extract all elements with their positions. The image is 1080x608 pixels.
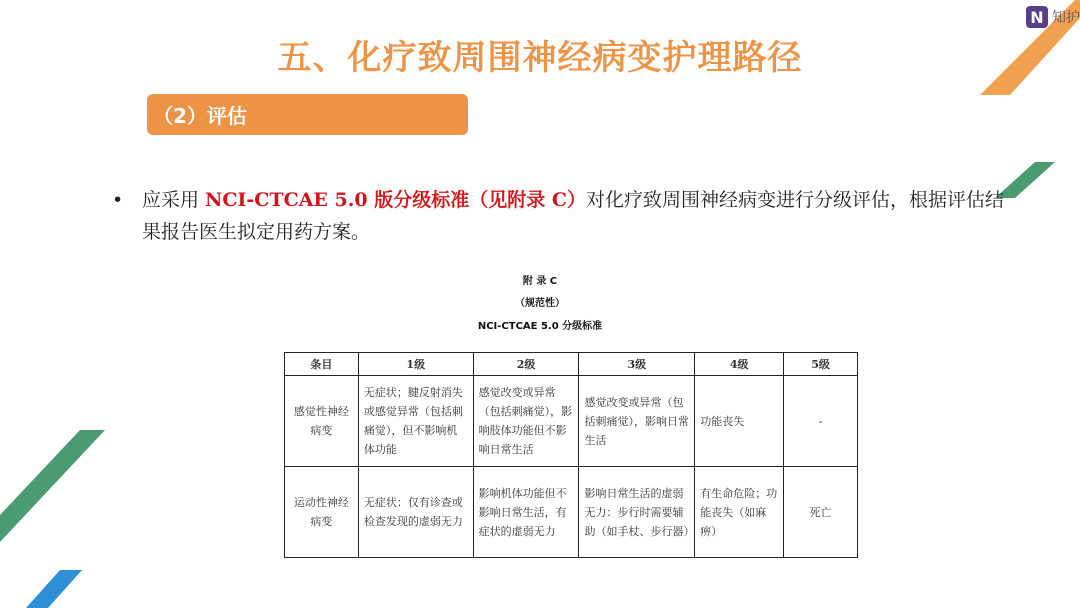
decor-stripe-bottom-blue	[0, 570, 90, 608]
table-cell: 运动性神经病变	[285, 467, 359, 558]
table-cell: 感觉性神经病变	[285, 376, 359, 467]
table-cell: 无症状：仅有诊查或检查发现的虚弱无力	[358, 467, 473, 558]
table-header-row	[285, 353, 858, 376]
paragraph-highlight: NCI-CTCAE 5.0 版分级标准（见附录 C）	[205, 189, 586, 211]
table-header-cell: 3级	[579, 353, 695, 376]
table-cell: 感觉改变或异常（包括刺痛觉），影响肢体功能但不影响日常生活	[473, 376, 579, 467]
table-cell: 感觉改变或异常（包括刺痛觉），影响日常生活	[579, 376, 695, 467]
table-cell: -	[784, 376, 858, 467]
bullet-paragraph	[112, 184, 1012, 248]
table-header-cell: 2级	[473, 353, 579, 376]
table-header-cell: 5级	[784, 353, 858, 376]
table-header-cell: 1级	[358, 353, 473, 376]
table-row	[285, 376, 858, 467]
decor-stripe-left-green	[0, 430, 110, 550]
table-cell: 功能丧失	[695, 376, 784, 467]
page-title: 五、化疗致周围神经病变护理路径	[277, 38, 803, 78]
appendix-type: （规范性）	[515, 298, 565, 309]
grading-table	[284, 352, 858, 558]
paragraph-before: 应采用	[142, 189, 206, 211]
bullet-icon: •	[112, 189, 124, 211]
table-header-cell: 条目	[285, 353, 359, 376]
paragraph-text	[142, 184, 1012, 248]
table-cell: 无症状；腱反射消失或感觉异常（包括刺痛觉），但不影响机体功能	[358, 376, 473, 467]
table-cell: 有生命危险；功能丧失（如麻痹）	[695, 467, 784, 558]
brand-logo-text: 知护	[1052, 10, 1080, 26]
brand-logo	[1026, 6, 1080, 28]
table-cell: 死亡	[784, 467, 858, 558]
table-cell: 影响机体功能但不影响日常生活，有症状的虚弱无力	[473, 467, 579, 558]
table-header-cell: 4级	[695, 353, 784, 376]
table-row	[285, 467, 858, 558]
appendix-title: NCI-CTCAE 5.0 分级标准	[477, 321, 603, 332]
paragraph-after: 对化疗致周围神经病变进行分级评估，根据评估结果报告医生拟定用药方案。	[142, 189, 1004, 243]
section-header: （2）评估	[147, 94, 468, 135]
table-cell: 影响日常生活的虚弱无力：步行时需要辅助（如手杖、步行器）	[579, 467, 695, 558]
appendix-label: 附 录 C	[522, 276, 558, 287]
brand-logo-icon: N	[1026, 6, 1048, 28]
